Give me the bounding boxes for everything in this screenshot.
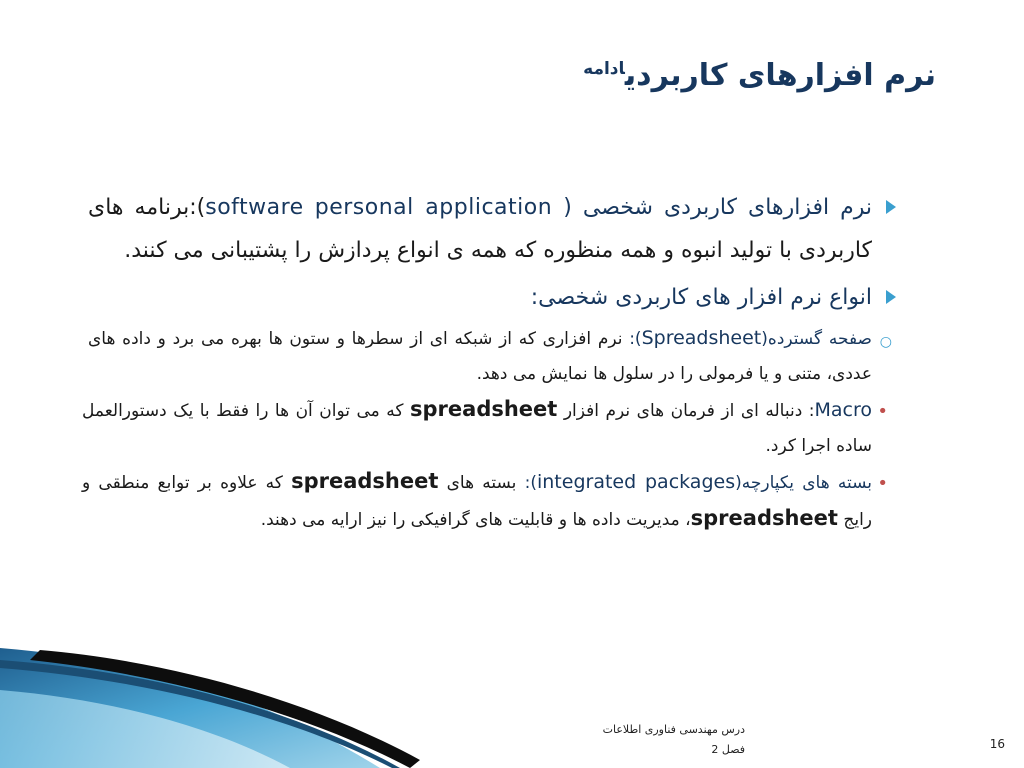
triangle-right-icon [886,200,896,214]
spreadsheet-latin [642,327,762,349]
sub-bullet-integrated [82,464,898,538]
latin-term-1: personal application [314,195,553,220]
footer [590,720,745,760]
slide-body [82,186,898,538]
spreadsheet-term: صفحه گسترده [767,329,872,349]
bullet-text: انواع نرم افزار های کاربردی شخصی: [530,285,872,310]
footer-chapter: فصل 2 [711,743,745,756]
integrated-term: بسته های یکپارچه [741,473,872,493]
triangle-right-icon [886,290,896,304]
macro-text-b: که می توان آن ها را فقط با یک دستورالعمل ساده اجرا کرد. [82,401,872,456]
latin-term [315,195,552,220]
integrated-latin [537,471,735,493]
latin-term-2-wrap [205,195,303,220]
ring-bullet-icon: ○ [879,334,892,350]
integrated-text-b: که علاوه بر توابع منطقی و رایج [82,473,872,530]
bullet-personal-applications [88,186,898,272]
paren-open: ( [761,329,768,349]
integrated-text-c: ، مدیریت داده ها و قابلیت های گرافیکی را نیز ارایه می دهند. [260,510,691,530]
latin-term-2: software [205,195,304,220]
bullet-heading: نرم افزارهای کاربردی شخصی [582,195,873,220]
paren-close: ): [524,473,537,493]
macro-spreadsheet [410,397,557,421]
integrated-spreadsheet-2-text: spreadsheet [690,506,838,530]
dot-bullet-icon: • [877,401,888,422]
paren-close: ): [189,195,206,220]
macro-text-a: : دنباله ای از فرمان های نرم افزار [563,401,815,421]
slide-title-superscript: ادامه [583,59,625,79]
paren-open: ( [735,473,742,493]
footer-course: درس مهندسی فناوری اطلاعات [602,723,745,736]
paren-open: ( [563,195,572,220]
spreadsheet-latin-text: Spreadsheet [641,327,762,349]
macro-latin [815,399,873,421]
slide-title-text: نرم افزارهای کاربردی [624,58,936,93]
integrated-spreadsheet-1-text: spreadsheet [291,469,439,493]
sub-bullet-macro [82,392,898,464]
sub-bullet-spreadsheet [88,321,898,392]
slide-title [583,58,936,93]
spreadsheet-body: نرم افزاری که از شبکه ای از سطرها و ستون ها بهره می برد و داده های عددی، متنی و یا فرمولی را در سلول ها نمایش می دهد. [88,329,872,384]
macro-latin-text: Macro [814,399,873,421]
integrated-spreadsheet-1 [291,469,438,493]
page-number: 16 [989,737,1005,751]
integrated-spreadsheet-2 [691,506,838,530]
macro-spreadsheet-text: spreadsheet [410,397,558,421]
paren-close: ): [629,329,642,349]
integrated-text-a: بسته های [446,473,517,493]
bullet-types-heading [88,276,898,319]
bullet-body: برنامه های کاربردی با تولید انبوه و همه منظوره که همه ی انواع پردازش را پشتیبانی می کنند. [88,195,872,263]
integrated-latin-text: integrated packages [536,471,736,493]
dot-bullet-icon: • [877,473,888,494]
